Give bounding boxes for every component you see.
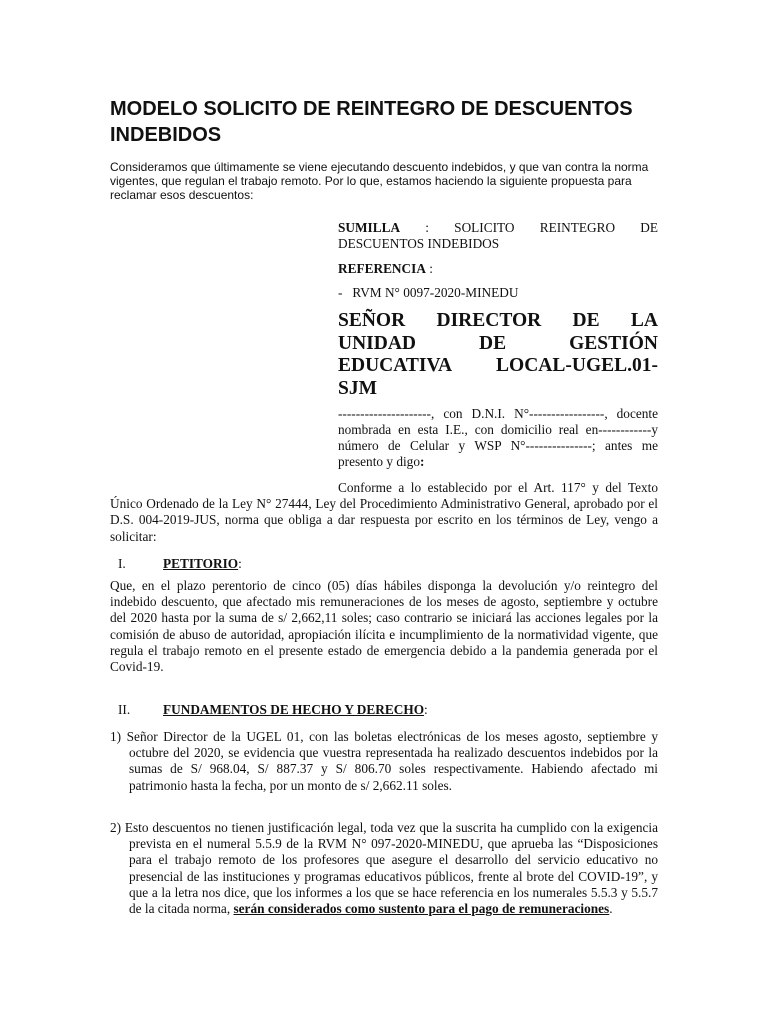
section-colon: : [238,556,242,571]
applicant-paragraph [338,406,658,470]
section-number: I. [118,556,126,571]
item-2-emphasis: serán considerados como sustento para el pago de remuneraciones [233,901,610,917]
fundamento-item-2 [110,820,658,917]
sumilla-label: SUMILLA [338,220,401,235]
sumilla-line [338,220,658,252]
referencia-label: REFERENCIA [338,261,426,276]
section-label: FUNDAMENTOS DE HECHO Y DERECHO [163,702,425,717]
section-number: II. [118,702,131,717]
item-2-text: 2) Esto descuentos no tienen justificación legal, toda vez que la suscrita ha cumplido con la exigencia prevista en el numeral 5.5.9 de la RVM N° 097-2020-MINEDU, que aprueba las “Disposiciones para el trabajo remoto de los profesores que asegure el desarrollo del servicio educativo no presencial de las instituciones y programas educativos públicos, frente al brote del COVID-19”, y que a la letra nos dice, que los informes a los que se hace referencia en los numerales 5.5.3 y 5.5.7 de la citada norma, [110,820,658,917]
referencia-line [338,261,658,277]
applicant-colon: : [419,454,425,469]
document-title: MODELO SOLICITO DE REINTEGRO DE DESCUENTOS INDEBIDOS [110,98,633,146]
conforme-paragraph: Conforme a lo establecido por el Art. 117° y del Texto Único Ordenado de la Ley N° 27444, Ley del Procedimiento Administrativo General, aprobado por el D.S. 004-2019-JUS, norma que obliga a dar respuesta por escrito en los términos de Ley, vengo a solicitar: [110,480,658,544]
addressee-last: SJM [338,377,377,399]
applicant-text: ---------------------, con D.N.I. N°-----------------, docente nombrada en esta I.E., con domicilio real en------------y número de Celular y WSP N°---------------; antes me presento y digo [338,406,658,469]
reference-rvm: - RVM N° 0097-2020-MINEDU [338,285,519,300]
sumilla-text: : SOLICITO REINTEGRO DE DESCUENTOS INDEBIDOS [338,220,658,251]
intro-paragraph: Consideramos que últimamente se viene ejecutando descuento indebidos, y que van contra la norma vigentes, que regulan el trabajo remoto. Por lo que, estamos haciendo la siguiente propuesta para reclamar esos descuentos: [110,160,649,202]
section-heading-petitorio [118,556,242,572]
addressee-main: SEÑOR DIRECTOR DE LA UNIDAD DE GESTIÓN EDUCATIVA LOCAL-UGEL.01- [338,310,658,376]
section-label: PETITORIO [163,556,239,571]
addressee-block [338,310,658,400]
fundamento-item-1: 1) Señor Director de la UGEL 01, con las boletas electrónicas de los meses agosto, septiembre y octubre del 2020, se evidencia que vuestra representada ha realizado descuentos indebidos por la sumas de S/ 968.04, S/ 887.37 y S/ 806.70 soles respectivamente. Habiendo afectado mi patrimonio hasta la fecha, por un monto de s/ 2,662.11 soles. [110,729,658,793]
section-heading-fundamentos [118,702,428,718]
item-2-end: . [609,901,613,917]
referencia-separator: : [425,261,433,276]
section-colon: : [424,702,428,717]
petitorio-paragraph: Que, en el plazo perentorio de cinco (05) días hábiles disponga la devolución y/o reintegro del indebido descuento, que afectado mis remuneraciones de los meses de agosto, septiembre y octubre del 2020 hasta por la suma de s/ 2,662,11 soles; caso contrario se iniciará las acciones legales por la comisión de abuso de autoridad, apropiación ilícita e incumplimiento de la normatividad vigente, que regula el trabajo remoto en el presente estado de emergencia debido a la pandemia generada por el Covid-19. [110,578,658,675]
